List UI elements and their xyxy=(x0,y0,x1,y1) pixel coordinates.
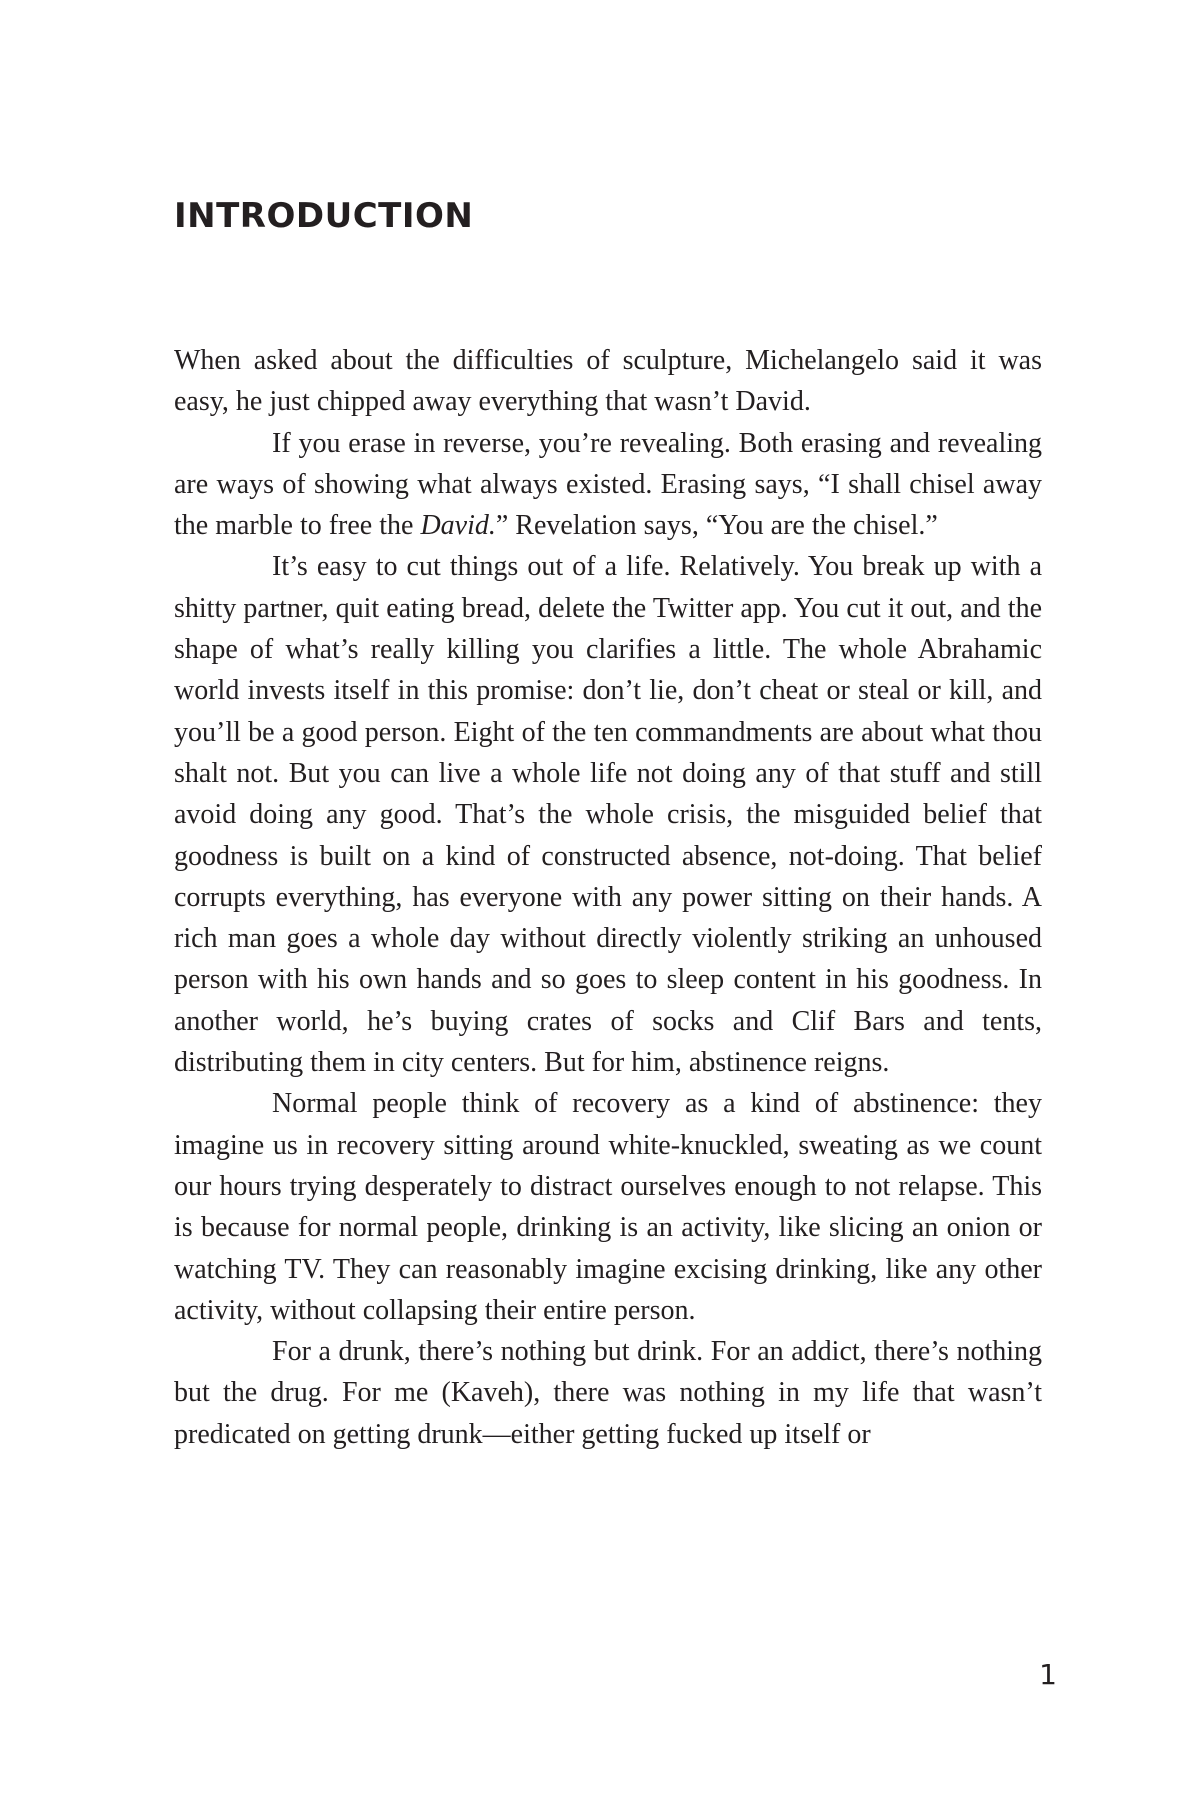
paragraph-4: Normal people think of recovery as a kind of abstinence: they imagine us in recovery sitting around white-knuckled, sweating as we count our hours trying desperately to distract ourselves enough to not relapse. This is because for normal people, drinking is an activity, like slicing an onion or watching TV. They can reasonably imagine excising drinking, like any other activity, without collapsing their entire person. xyxy=(174,1088,1042,1326)
page-number: 1 xyxy=(1039,1658,1057,1691)
paragraph-2-tail: ” Revelation says, “You are the chisel.” xyxy=(495,510,938,542)
paragraph-5: For a drunk, there’s nothing but drink. For an addict, there’s nothing but the drug. For me (Kaveh), there was nothing in my life that wasn’t predicated on getting drunk—either getting fucked up itself or xyxy=(174,1336,1042,1450)
chapter-title: INTRODUCTION xyxy=(174,196,474,236)
paragraph-2 xyxy=(174,423,1042,547)
body-text xyxy=(174,340,1042,1455)
paragraph-2-lead: If you erase in reverse, you’re revealing. Both erasing and revealing are ways of showing what always existed. Erasing says, “I shall chisel away the marble to free the xyxy=(174,427,1042,542)
paragraph-2-emphasis: David. xyxy=(420,510,496,542)
paragraph-3: It’s easy to cut things out of a life. Relatively. You break up with a shitty partner, quit eating bread, delete the Twitter app. You cut it out, and the shape of what’s really killing you clarifies a little. The whole Abrahamic world invests itself in this promise: don’t lie, don’t cheat or steal or kill, and you’ll be a good person. Eight of the ten commandments are about what thou shalt not. But you can live a whole life not doing any of that stuff and still avoid doing any good. That’s the whole crisis, the misguided belief that goodness is built on a kind of constructed absence, not-doing. That belief corrupts everything, has everyone with any power sitting on their hands. A rich man goes a whole day without directly violently striking an unhoused person with his own hands and so goes to sleep content in his goodness. In another world, he’s buying crates of socks and Clif Bars and tents, distributing them in city centers. But for him, abstinence reigns. xyxy=(174,551,1042,1079)
paragraph-1: When asked about the difficulties of sculpture, Michelangelo said it was easy, he just chipped away everything that wasn’t David. xyxy=(174,345,1042,418)
